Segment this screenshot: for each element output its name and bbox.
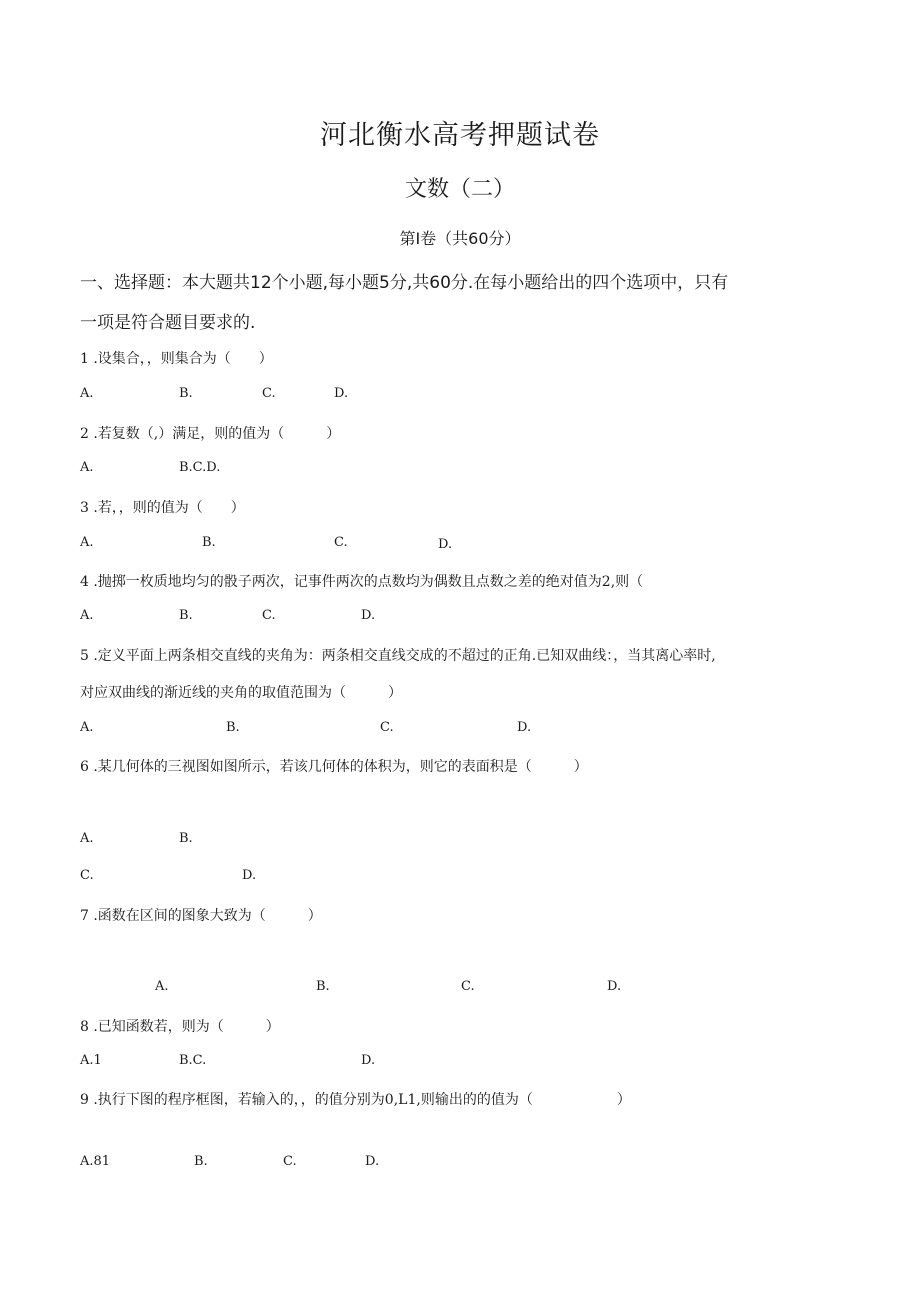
q5-option-b: B. xyxy=(226,720,240,735)
question-1: 1 .设集合，，则集合为（ ） xyxy=(80,351,273,367)
question-4: 4 .抛掷一枚质地均匀的骰子两次，记事件两次的点数均为偶数且点数之差的绝对值为2,则（ xyxy=(80,574,644,590)
q9-option-c: C. xyxy=(283,1154,297,1169)
q1-option-d: D. xyxy=(334,386,349,401)
q9-option-b: B. xyxy=(194,1154,208,1169)
q7-option-b: B. xyxy=(316,979,330,994)
q4-option-c: C. xyxy=(262,608,276,623)
q2-option-a: A. xyxy=(80,460,94,475)
question-8: 8 .已知函数若，则为（ ） xyxy=(80,1019,280,1035)
question-3: 3 .若，，则的值为（ ） xyxy=(80,500,245,516)
q7-option-a: A. xyxy=(155,979,169,994)
question-6: 6 .某几何体的三视图如图所示，若该几何体的体积为，则它的表面积是（ ） xyxy=(80,759,588,775)
section-intro-line1: 一、选择题：本大题共12个小题,每小题5分,共60分.在每小题给出的四个选项中，只有 xyxy=(80,273,729,293)
exam-subtitle: 文数（二） xyxy=(404,177,515,202)
q7-option-c: C. xyxy=(461,979,475,994)
q4-option-b: B. xyxy=(179,608,193,623)
q3-option-a: A. xyxy=(80,535,94,550)
q8-option-a: A.1 xyxy=(80,1053,102,1068)
q3-option-d: D. xyxy=(438,537,453,552)
q2-option-bcd: B.C.D. xyxy=(179,460,221,475)
question-5: 5 .定义平面上两条相交直线的夹角为：两条相交直线交成的不超过的正角.已知双曲线：，当其离心率时, xyxy=(80,648,716,664)
q8-option-bc: B.C. xyxy=(179,1053,207,1068)
q6-option-c: C. xyxy=(80,868,94,883)
q3-option-c: C. xyxy=(334,535,348,550)
section-intro-line2: 一项是符合题目要求的. xyxy=(80,313,256,333)
question-9: 9 .执行下图的程序框图，若输入的，，的值分别为0,L1,则输出的的值为（ ） xyxy=(80,1092,631,1108)
exam-title: 河北衡水高考押题试卷 xyxy=(320,120,600,151)
question-7: 7 .函数在区间的图象大致为（ ） xyxy=(80,908,322,924)
q1-option-a: A. xyxy=(80,386,94,401)
q9-option-d: D. xyxy=(365,1154,380,1169)
q4-option-d: D. xyxy=(361,608,376,623)
q8-option-d: D. xyxy=(361,1053,376,1068)
q9-option-a: A.81 xyxy=(80,1154,111,1169)
q6-option-a: A. xyxy=(80,831,94,846)
q5-option-c: C. xyxy=(380,720,394,735)
q6-option-b: B. xyxy=(179,831,193,846)
question-5-line2: 对应双曲线的渐近线的夹角的取值范围为（ ） xyxy=(80,685,402,701)
q1-option-c: C. xyxy=(262,386,276,401)
q5-option-d: D. xyxy=(517,720,532,735)
q1-option-b: B. xyxy=(179,386,193,401)
q4-option-a: A. xyxy=(80,608,94,623)
q6-option-d: D. xyxy=(242,868,257,883)
question-2: 2 .若复数（,）满足，则的值为（ ） xyxy=(80,426,341,442)
q7-option-d: D. xyxy=(607,979,622,994)
q5-option-a: A. xyxy=(80,720,94,735)
q3-option-b: B. xyxy=(202,535,216,550)
volume-heading: 第Ⅰ卷（共60分） xyxy=(399,229,521,248)
